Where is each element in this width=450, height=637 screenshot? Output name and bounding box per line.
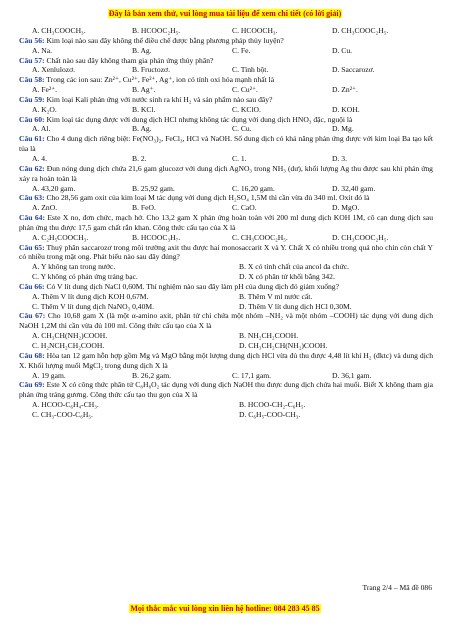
answer-option: D. Saccarozơ. — [332, 65, 375, 75]
question-text: Trong các ion sau: Zn²⁺, Cu²⁺, Fe²⁺, Ag⁺, ion có tính oxi hóa mạnh nhất là — [46, 75, 275, 85]
question-stem — [19, 282, 433, 292]
question-number: Câu 60: — [19, 114, 45, 124]
question-number: Câu 59: — [19, 94, 45, 104]
question-text: Có V lít dung dịch NaCl 0,60M. Thí nghiệm nào sau đây làm pH của dung dịch đó giảm xuống? — [46, 281, 339, 291]
answer-options — [19, 46, 433, 56]
answer-option: A. 43,20 gam. — [32, 183, 76, 193]
question-stem — [19, 75, 433, 85]
answer-option: B. Thêm V ml nước cất. — [239, 291, 313, 301]
answer-option: C. Y không có phản ứng tráng bạc. — [32, 272, 138, 282]
answer-option: C. Cu. — [232, 124, 252, 134]
answer-option: B. 25,92 gam. — [132, 183, 175, 193]
answer-option: D. KOH. — [332, 104, 360, 114]
answer-option: B. NH₂CH₂COOH. — [239, 331, 299, 341]
answer-option: D. CH₃CH₂CH(NH₂)COOH. — [239, 341, 328, 350]
answer-option: A. HCOO-C₆H₄-CH₃. — [32, 400, 99, 410]
question-number: Câu 65: — [19, 242, 45, 252]
question-text: Este X có công thức phân tử C₈H₈O₂ tác dụng với dung dịch NaOH thu được dung dịch chứa hai muối. Biết X không tham gia phản ứng tráng gương. Công thức cấu tạo thu gọn của X là — [19, 380, 434, 400]
question-number: Câu 67: — [19, 311, 46, 321]
question-stem — [19, 134, 433, 154]
answer-option: C. Tinh bột. — [232, 65, 269, 75]
answer-options — [19, 371, 433, 381]
page-label: Trang 2/4 – Mã đề 086 — [362, 583, 432, 592]
question-number: Câu 56: — [19, 35, 45, 45]
answer-option: C. CaO. — [232, 203, 257, 213]
answer-options — [19, 262, 433, 282]
answer-option: A. Na. — [32, 45, 53, 55]
preview-banner-text: Đây là bản xem thử, vui lòng mua tài liệu để xem chi tiết (có lời giải) — [108, 9, 342, 18]
question-text: Kim loại tác dụng được với dung dịch HCl nhưng không tác dụng với dung dịch HNO₃ đặc, nguội là — [46, 114, 353, 124]
question-number: Câu 69: — [19, 380, 45, 390]
answer-option: B. 2. — [132, 153, 147, 163]
answer-option: C. 1. — [232, 153, 247, 163]
answer-option: D. 3. — [332, 153, 347, 163]
answer-option: A. Thêm V lít dung dịch KOH 0,67M. — [32, 291, 149, 301]
question-stem — [19, 56, 433, 66]
answer-option: C. Fe. — [232, 45, 251, 55]
question-stem — [19, 311, 433, 331]
answer-option: B. Ag. — [132, 124, 152, 134]
question-text: Kim loại Kali phản ứng với nước sinh ra khí H₂ và sản phẩm nào sau đây? — [46, 94, 273, 104]
answer-options — [19, 400, 433, 420]
answer-option: B. KCl. — [132, 104, 156, 114]
answer-option: D. CH₃COOC₂H₅. — [332, 232, 389, 242]
answer-options — [19, 233, 433, 243]
question-stem — [19, 243, 433, 263]
answer-option: B. 26,2 gam. — [132, 370, 172, 380]
question-number: Câu 68: — [19, 350, 45, 360]
answer-option: A. C₂H₅COOCH₃. — [32, 232, 89, 242]
answer-option: A. ZnO. — [32, 203, 58, 213]
question-text: Chất nào sau đây không tham gia phản ứng thủy phân? — [46, 55, 214, 65]
question-list — [19, 26, 433, 420]
question-number: Câu 57: — [19, 55, 45, 65]
question-stem — [19, 164, 433, 184]
answer-option: D. 36,1 gam. — [332, 370, 372, 380]
answer-option: C. CH₃-COO-C₆H₅. — [32, 409, 93, 419]
question-stem — [19, 95, 433, 105]
answer-option: C. 17,1 gam. — [232, 370, 272, 380]
question-text: Cho 10,68 gam X (là một α-amino axit, phân tử chỉ chứa một nhóm –NH₂ và một nhóm –COOH) tác dụng với dung dịch NaOH 1,2M thì cần vừa đủ 100 ml. Công thức cấu tạo của X là — [19, 311, 433, 331]
answer-option: A. Xenlulozơ. — [32, 65, 76, 75]
hotline-footer — [0, 604, 450, 613]
answer-option: D. Mg. — [332, 124, 354, 134]
answer-option: D. 32,40 gam. — [332, 183, 376, 193]
answer-option: C. Thêm V lít dung dịch NaNO₃ 0,40M. — [32, 301, 155, 311]
question-number: Câu 62: — [19, 163, 45, 173]
question-text: Thuỷ phân saccarozơ trong môi trường axit thu được hai monosaccarit X và Y. Chất X có nhiều trong quả nho chín còn chất Y có nhiều trong mật ong. Phát biểu nào sau đây đúng? — [19, 242, 433, 262]
answer-option: C. 16,20 gam. — [232, 183, 275, 193]
answer-option: C. Cu²⁺. — [232, 85, 258, 95]
answer-options — [19, 105, 433, 115]
option: B. HCOOC₂H₅. — [132, 26, 181, 35]
answer-options — [19, 124, 433, 134]
answer-options — [19, 184, 433, 194]
question-number: Câu 66: — [19, 281, 45, 291]
answer-option: A. Fe²⁺. — [32, 85, 58, 95]
answer-option: B. HCOO-CH₂-C₆H₅. — [239, 400, 306, 410]
answer-option: A. Al. — [32, 124, 51, 134]
option: D. CH₃COOC₂H₅. — [332, 26, 389, 35]
answer-option: B. Ag. — [132, 45, 152, 55]
answer-options — [19, 154, 433, 164]
answer-option: C. H₂NCH₂CH₂COOH. — [32, 341, 105, 350]
option: C. HCOOCH₃. — [232, 26, 278, 35]
question-stem — [19, 380, 433, 400]
answer-option: A. K₂O. — [32, 104, 57, 114]
answer-option: D. Zn²⁺. — [332, 85, 358, 95]
question-number: Câu 63: — [19, 193, 45, 203]
question-number: Câu 64: — [19, 213, 46, 223]
question-text: Đun nóng dung dịch chứa 21,6 gam glucozơ với dung dịch AgNO₃ trong NH₃ (dư), khối lượng Ag thu được sau khi phản ứng xảy ra hoàn toàn là — [19, 163, 433, 183]
question-text: Hòa tan 12 gam hỗn hợp gồm Mg và MgO bằng một lượng dung dịch HCl vừa đủ thu được 4,48 lít khí H₂ (đktc) và dung dịch X. Khối lượng muối MgCl₂ trong dung dịch X là — [19, 350, 434, 370]
answer-option: D. Thêm V lít dung dịch HCl 0,30M. — [239, 301, 352, 311]
answer-options — [19, 203, 433, 213]
questions — [19, 36, 433, 420]
question-text: Kim loại nào sau đây không thể điều chế được bằng phương pháp thủy luyện? — [46, 35, 284, 45]
answer-option: B. Ag⁺. — [132, 85, 156, 95]
answer-option: D. Cu. — [332, 45, 353, 55]
question-stem — [19, 213, 433, 233]
question-number: Câu 58: — [19, 75, 45, 85]
question-text: Cho 28,56 gam oxit của kim loại M tác dụng với dung dịch H₂SO₄ 1,5M thì cần vừa đủ 340 ml. Oxit đó là — [46, 193, 370, 203]
answer-options — [19, 292, 433, 312]
answer-options — [19, 65, 433, 75]
question-stem — [19, 193, 433, 203]
preview-banner — [0, 9, 450, 18]
answer-option: B. X có tính chất của ancol đa chức. — [239, 262, 349, 272]
question-text: Este X no, đơn chức, mạch hở. Cho 13,2 gam X phản ứng hoàn toàn với 200 ml dung dịch KOH 1M, cô cạn dung dịch sau phản ứng thu được 17,5 gam chất rắn khan. Công thức cấu tạo của X là — [19, 213, 434, 232]
question-number: Câu 61: — [19, 134, 45, 144]
question-stem — [19, 36, 433, 46]
question-text: Cho 4 dung dịch riêng biệt: Fe(NO₃)₂, FeCl₃, HCl và NaOH. Số dung dịch có khả năng phản ứng được với kim loại Ba tạo kết tủa là — [19, 134, 433, 154]
question-stem — [19, 115, 433, 125]
answer-option: D. MgO. — [332, 203, 360, 213]
answer-option: D. C₆H₅-COO-CH₃. — [239, 409, 301, 419]
answer-option: B. HCOOC₃H₇. — [132, 232, 181, 242]
answer-option: B. FeO. — [132, 203, 156, 213]
answer-option: A. Y không tan trong nước. — [32, 262, 116, 272]
answer-option: C. CH₃COOC₂H₅. — [232, 232, 288, 242]
answer-option: A. 19 gam. — [32, 370, 66, 380]
hotline-text: Mọi thắc mắc vui lòng xin liên hệ hotline: 084 283 45 85 — [130, 604, 320, 613]
answer-option: D. X có phân tử khối bằng 342. — [239, 272, 335, 282]
option: A. CH₃COOCH₃. — [32, 26, 86, 35]
answer-options — [19, 85, 433, 95]
answer-option: A. 4. — [32, 153, 47, 163]
top-options — [19, 26, 433, 36]
answer-option: A. CH₃CH(NH₂)COOH. — [32, 331, 108, 341]
answer-option: C. KClO. — [232, 104, 261, 114]
question-stem — [19, 351, 433, 371]
answer-option: B. Fructozơ. — [132, 65, 170, 75]
answer-options — [19, 331, 433, 351]
